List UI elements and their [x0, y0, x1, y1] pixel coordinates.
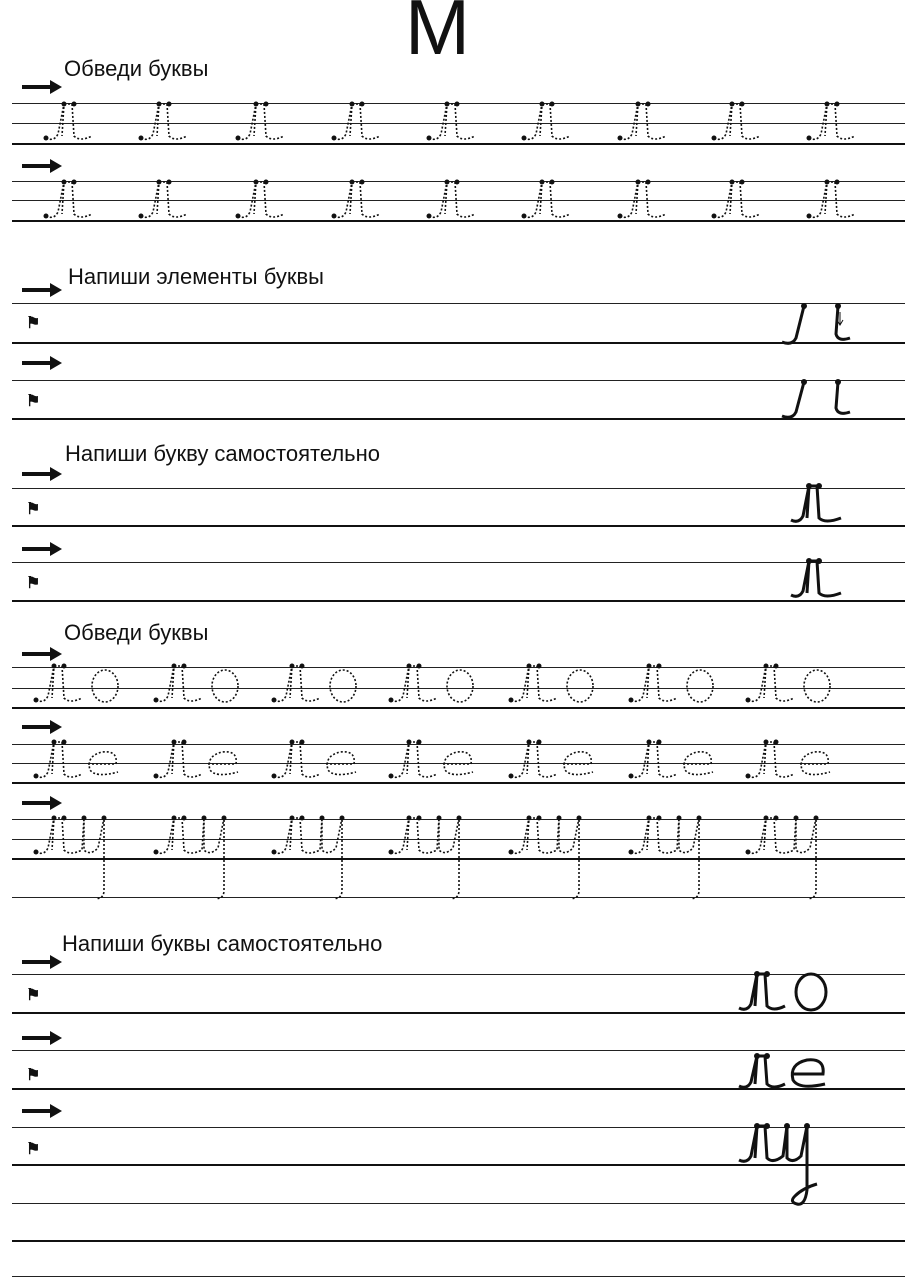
traced-syllable-mo [505, 662, 605, 712]
right-arrow-icon [22, 795, 62, 811]
start-flag-icon: ⚑ [26, 393, 41, 410]
letter-m-sample [785, 480, 855, 530]
traced-syllable-mo [625, 662, 725, 712]
traced-syllable-mu [742, 814, 842, 904]
right-arrow-icon [22, 355, 62, 371]
traced-syllable-me [385, 738, 485, 788]
page-title: М [405, 0, 470, 71]
right-arrow-icon [22, 1103, 62, 1119]
traced-letter-m [423, 178, 483, 228]
right-arrow-icon [22, 719, 62, 735]
syllable-mu-sample [735, 1120, 835, 1210]
right-arrow-icon [22, 954, 62, 970]
traced-syllable-mo [385, 662, 485, 712]
right-arrow-icon [22, 1030, 62, 1046]
traced-syllable-mo [30, 662, 130, 712]
traced-letter-m [803, 100, 863, 150]
traced-letter-m [328, 178, 388, 228]
traced-syllable-mo [742, 662, 842, 712]
traced-syllable-me [505, 738, 605, 788]
traced-syllable-mo [268, 662, 368, 712]
syllable-mo-sample [735, 968, 835, 1018]
traced-letter-m [328, 100, 388, 150]
start-flag-icon: ⚑ [26, 987, 41, 1004]
traced-syllable-mu [150, 814, 250, 904]
section-instruction: Напиши элементы буквы [68, 264, 324, 289]
start-flag-icon: ⚑ [26, 575, 41, 592]
traced-syllable-mu [30, 814, 130, 904]
traced-syllable-mu [625, 814, 725, 904]
traced-syllable-mu [268, 814, 368, 904]
letter-element-sample [778, 376, 858, 426]
traced-syllable-me [625, 738, 725, 788]
start-flag-icon: ⚑ [26, 1067, 41, 1084]
right-arrow-icon [22, 541, 62, 557]
section-instruction: Напиши букву самостоятельно [65, 441, 381, 466]
traced-letter-m [614, 100, 674, 150]
traced-letter-m [135, 100, 195, 150]
right-arrow-icon [22, 646, 62, 662]
right-arrow-icon [22, 282, 62, 298]
traced-letter-m [232, 100, 292, 150]
syllable-me-sample [735, 1046, 835, 1096]
traced-letter-m [518, 100, 578, 150]
traced-syllable-mu [385, 814, 485, 904]
traced-letter-m [614, 178, 674, 228]
traced-syllable-me [30, 738, 130, 788]
traced-syllable-me [268, 738, 368, 788]
traced-syllable-mu [505, 814, 605, 904]
traced-letter-m [40, 178, 100, 228]
start-flag-icon: ⚑ [26, 501, 41, 518]
traced-letter-m [40, 100, 100, 150]
letter-m-sample [785, 555, 855, 605]
traced-letter-m [135, 178, 195, 228]
traced-letter-m [803, 178, 863, 228]
start-flag-icon: ⚑ [26, 1141, 41, 1158]
traced-letter-m [708, 100, 768, 150]
traced-letter-m [232, 178, 292, 228]
letter-element-sample [778, 300, 858, 350]
right-arrow-icon [22, 79, 62, 95]
traced-letter-m [518, 178, 578, 228]
traced-syllable-me [150, 738, 250, 788]
traced-letter-m [708, 178, 768, 228]
section-instruction: Напиши буквы самостоятельно [62, 931, 383, 956]
section-instruction: Обведи буквы [64, 620, 209, 645]
right-arrow-icon [22, 158, 62, 174]
traced-syllable-mo [150, 662, 250, 712]
right-arrow-icon [22, 466, 62, 482]
start-flag-icon: ⚑ [26, 315, 41, 332]
section-instruction: Обведи буквы [64, 56, 209, 81]
traced-syllable-me [742, 738, 842, 788]
traced-letter-m [423, 100, 483, 150]
